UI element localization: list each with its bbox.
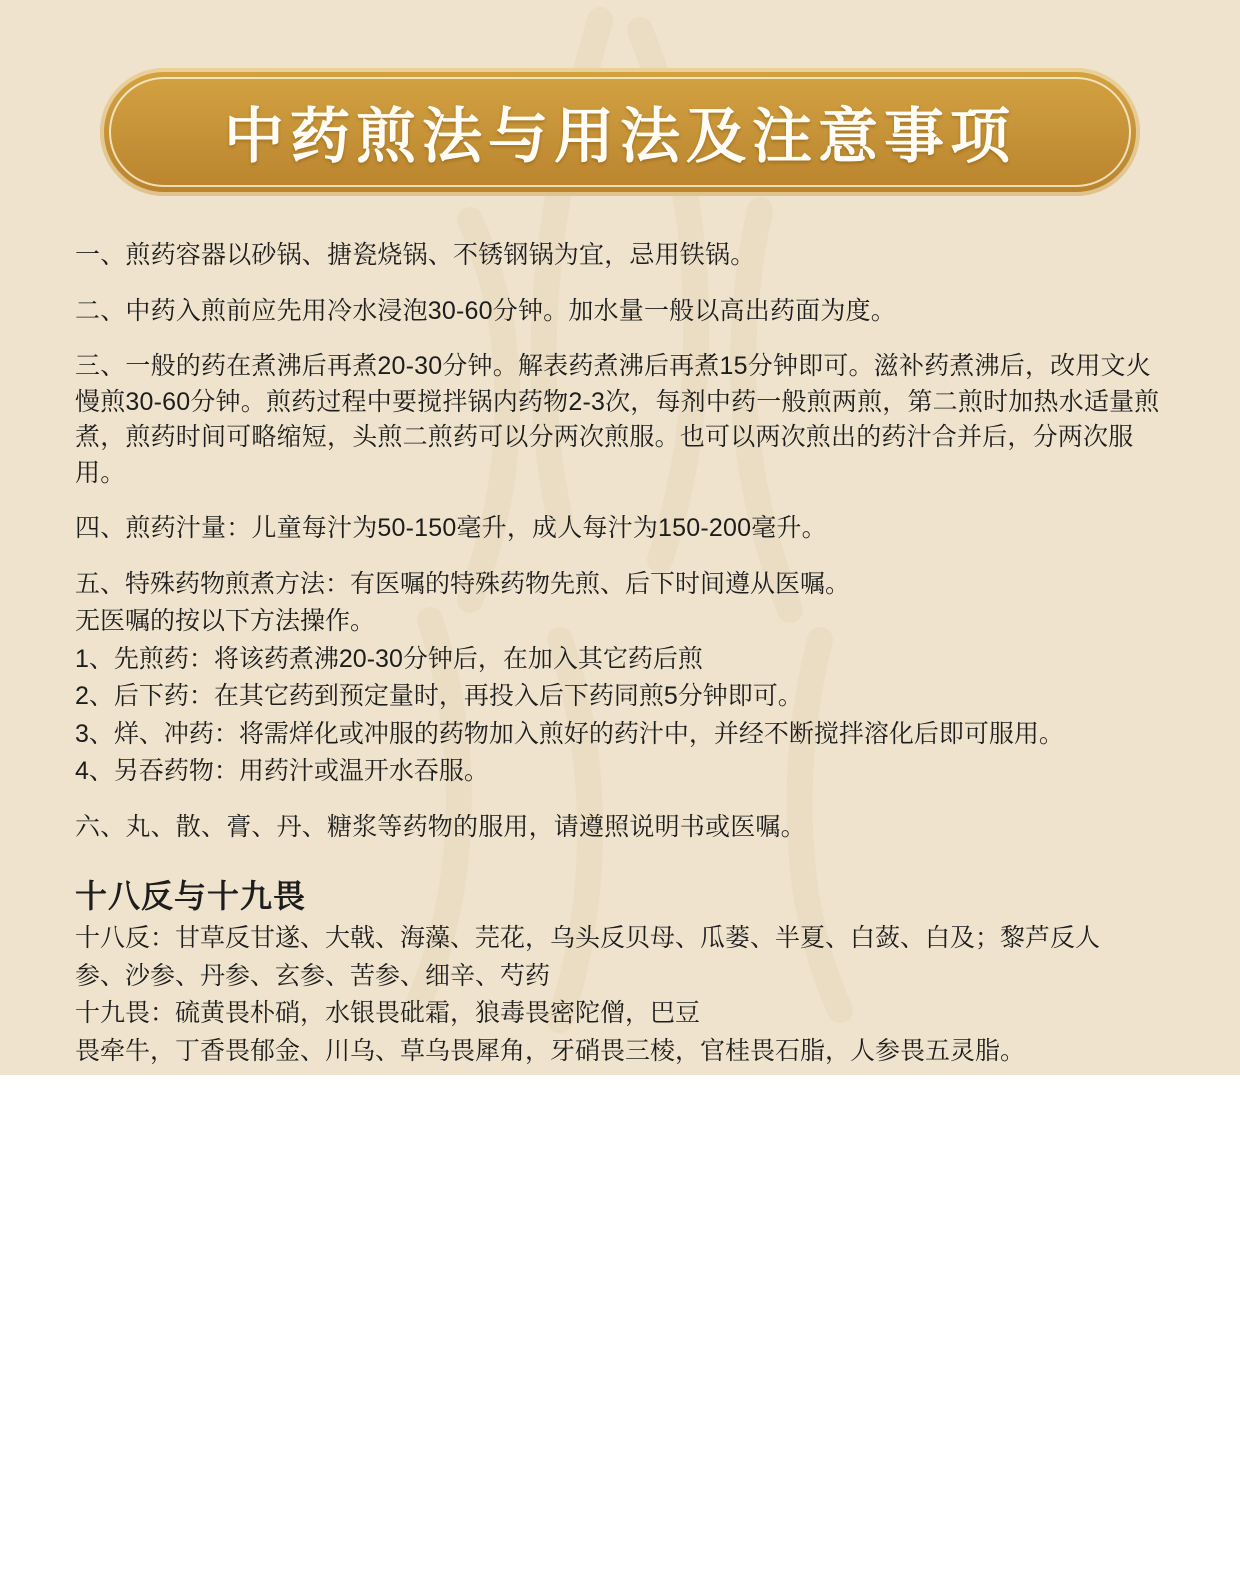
taboo-line-4: 畏牵牛，丁香畏郁金、川乌、草乌畏犀角，牙硝畏三棱，官桂畏石脂，人参畏五灵脂。 <box>75 1036 1026 1065</box>
instruction-item-5-sub-4: 4、另吞药物：用药汁或温开水吞服。 <box>75 757 489 785</box>
instruction-item-2: 二、中药入煎前应先用冷水浸泡30-60分钟。加水量一般以高出药面为度。 <box>75 296 896 325</box>
taboo-line-2: 参、沙参、丹参、玄参、苦参、细辛、芍药 <box>75 961 551 990</box>
page-title: 中药煎法与用法及注意事项 <box>224 102 1016 172</box>
blank-area <box>0 1075 1240 1588</box>
taboo-line-3: 十九畏：硫黄畏朴硝，水银畏砒霜，狼毒畏密陀僧，巴豆 <box>75 999 701 1027</box>
title-banner <box>100 0 1140 196</box>
document-body <box>75 196 1165 1069</box>
instruction-item-5-sub-1: 1、先煎药：将该药煮沸20-30分钟后，在加入其它药后煎 <box>75 644 703 673</box>
instruction-item-4: 四、煎药汁量：儿童每汁为50-150毫升，成人每汁为150-200毫升。 <box>75 514 827 542</box>
taboo-section-heading: 十八反与十九畏 <box>75 878 307 914</box>
instruction-item-3: 三、一般的药在煮沸后再煮20-30分钟。解表药煮沸后再煮15分钟即可。滋补药煮沸后，改用文火慢煎30-60分钟。煎药过程中要搅拌锅内药物2-3次，每剂中药一般煎两煎，第二煎时加热水适量煎煮，煎药时间可略缩短，头煎二煎药可以分两次煎服。也可以两次煎出的药汁合并后，分两次服用。 <box>75 352 1160 487</box>
instruction-item-5-sub-2: 2、后下药：在其它药到预定量时，再投入后下药同煎5分钟即可。 <box>75 682 803 710</box>
instruction-item-5-sub-3: 3、烊、冲药：将需烊化或冲服的药物加入煎好的药汁中，并经不断搅拌溶化后即可服用。 <box>75 719 1064 748</box>
title-plaque <box>100 68 1140 196</box>
instruction-item-1: 一、煎药容器以砂锅、搪瓷烧锅、不锈钢锅为宜，忌用铁锅。 <box>75 241 756 269</box>
taboo-line-1: 十八反：甘草反甘遂、大戟、海藻、芫花，乌头反贝母、瓜蒌、半夏、白蔹、白及；黎芦反人 <box>75 924 1101 952</box>
section-spacer <box>75 792 1165 810</box>
instruction-item-6: 六、丸、散、膏、丹、糖浆等药物的服用，请遵照说明书或医嘱。 <box>75 812 806 841</box>
instruction-item-5-line-2: 无医嘱的按以下方法操作。 <box>75 607 376 635</box>
instruction-item-5-line-1: 五、特殊药物煎煮方法：有医嘱的特殊药物先煎、后下时间遵从医嘱。 <box>75 569 851 598</box>
